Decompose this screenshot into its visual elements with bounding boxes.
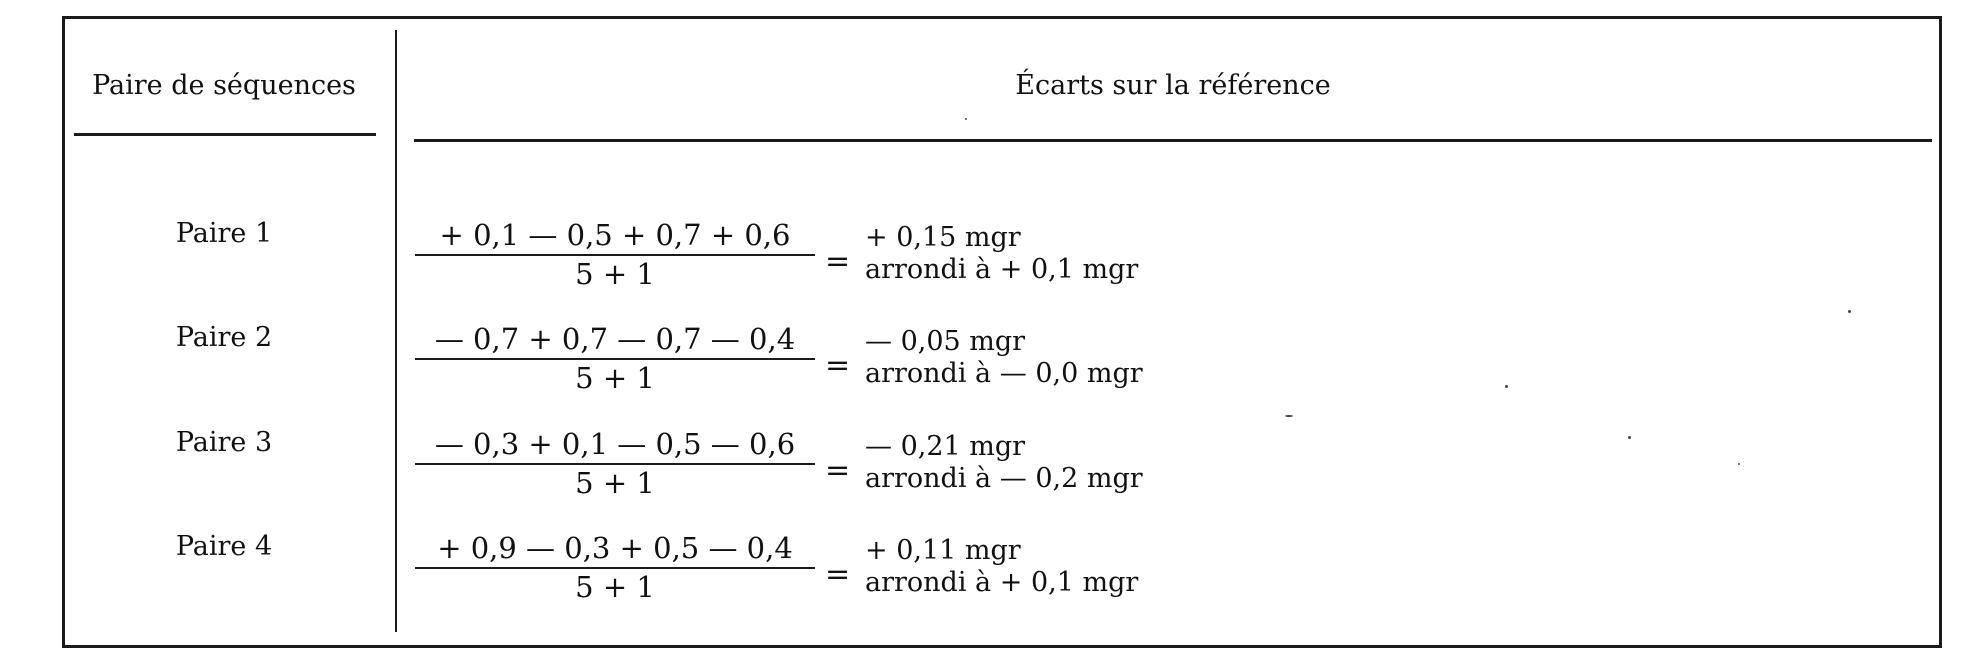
equals-sign: = <box>825 348 851 383</box>
header-right-rule <box>414 139 1932 142</box>
fraction <box>415 322 815 394</box>
result-block <box>865 222 1138 286</box>
scan-speck <box>965 118 967 120</box>
scan-speck <box>1628 436 1631 439</box>
fraction <box>415 218 815 290</box>
result-block <box>865 326 1143 390</box>
fraction-numerator: — 0,3 + 0,1 — 0,5 — 0,6 <box>434 427 796 461</box>
result-value: + 0,15 mgr <box>865 222 1021 253</box>
fraction <box>415 427 815 499</box>
fraction-numerator: — 0,7 + 0,7 — 0,7 — 0,4 <box>434 322 796 356</box>
pair-label: Paire 4 <box>175 531 273 562</box>
fraction-denominator: 5 + 1 <box>575 570 655 604</box>
table-row <box>0 531 1940 611</box>
rounded-value: arrondi à + 0,1 mgr <box>865 567 1139 598</box>
result-block <box>865 535 1138 599</box>
result-value: — 0,21 mgr <box>865 431 1026 462</box>
scan-speck <box>1505 385 1508 388</box>
fraction-bar <box>415 567 815 569</box>
equals-sign: = <box>825 244 851 279</box>
scan-speck <box>1738 463 1740 465</box>
result-value: + 0,11 mgr <box>865 535 1021 566</box>
fraction-bar <box>415 463 815 465</box>
fraction-bar <box>415 358 815 360</box>
result-value: — 0,05 mgr <box>865 326 1026 357</box>
rounded-value: arrondi à — 0,0 mgr <box>865 358 1143 389</box>
rounded-value: arrondi à — 0,2 mgr <box>865 463 1143 494</box>
table-row <box>0 322 1940 402</box>
fraction-bar <box>415 254 815 256</box>
fraction-denominator: 5 + 1 <box>575 257 655 291</box>
table-row <box>0 427 1940 507</box>
header-deviations: Écarts sur la référence <box>1015 70 1331 101</box>
rounded-value: arrondi à + 0,1 mgr <box>865 254 1139 285</box>
pair-label: Paire 1 <box>175 218 273 249</box>
fraction <box>415 531 815 603</box>
table-row <box>0 218 1940 298</box>
scan-speck <box>1848 310 1851 313</box>
fraction-numerator: + 0,1 — 0,5 + 0,7 + 0,6 <box>439 218 791 252</box>
scan-speck <box>1285 415 1293 417</box>
fraction-numerator: + 0,9 — 0,3 + 0,5 — 0,4 <box>437 531 793 565</box>
equals-sign: = <box>825 557 851 592</box>
pair-label: Paire 2 <box>175 322 273 353</box>
fraction-denominator: 5 + 1 <box>575 466 655 500</box>
header-pair-of-sequences: Paire de séquences <box>92 70 356 101</box>
fraction-denominator: 5 + 1 <box>575 361 655 395</box>
pair-label: Paire 3 <box>175 427 273 458</box>
result-block <box>865 431 1143 495</box>
equals-sign: = <box>825 453 851 488</box>
header-left-rule <box>74 133 376 136</box>
